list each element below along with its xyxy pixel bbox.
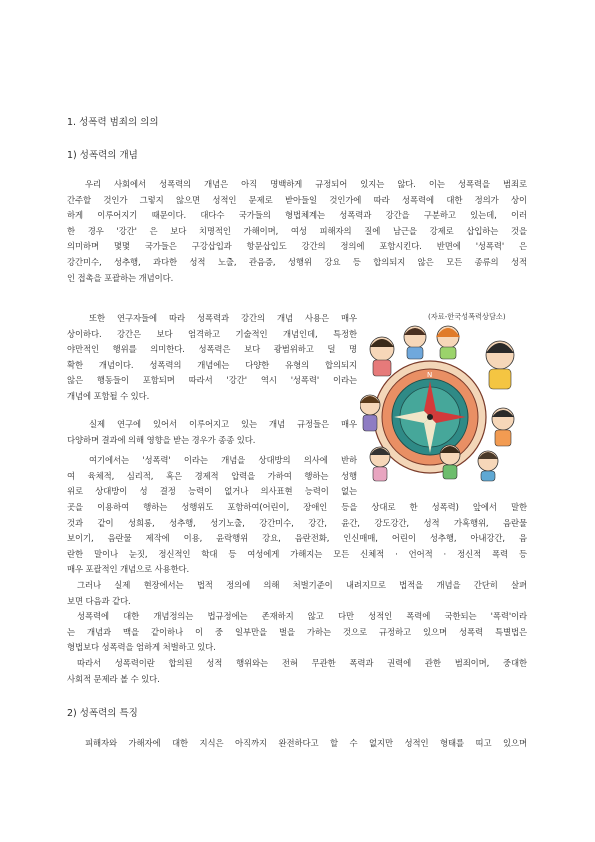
subsection-title-characteristics: 2) 성폭력의 특징: [67, 708, 138, 719]
text-line: 위로 상대방이 성 결정 능력이 없거나 의사표현 능력이 없는: [67, 486, 357, 497]
text-line: 란한 말이나 눈짓, 정신적인 학대 등 여성에게 가해지는 모든 신체적 · 언어적 · 정신적 폭력 등: [67, 548, 527, 559]
text-line: 강간미수, 성추행, 과다한 성적 노출, 관음증, 성행위 강요 등 합의되지 않은 모든 종류의 성적: [67, 256, 527, 267]
text-line: 인 접촉을 포괄하는 개념이다.: [67, 272, 174, 283]
text-line: 피해자와 가해자에 대한 지식은 아직까지 완전하다고 할 수 없지만 성적인 형태를 띠고 있으며: [85, 738, 527, 748]
text-line: 다양하며 결과에 의해 영향을 받는 경우가 종종 있다.: [67, 434, 256, 445]
paragraph-7: [67, 656, 527, 687]
text-line: 실제 연구에 있어서 이루어지고 있는 개념 규정들은 매우: [89, 419, 357, 429]
paragraph-2: [67, 311, 357, 405]
compass-people-illustration: [360, 307, 530, 482]
text-line: 않은 행동들이 포함되며 따라서 '강간' 역시 '성폭력' 이라는: [67, 375, 357, 386]
text-line: 매우 포괄적인 개념으로 사용한다.: [67, 564, 190, 575]
text-line: 야만적인 행위를 의미한다. 성폭력은 보다 광범위하고 덜 명: [67, 344, 357, 355]
paragraph-8: [67, 736, 527, 752]
section-heading: 1. 성폭력 범죄의 의의: [67, 117, 159, 128]
paragraph-5: [67, 578, 527, 609]
text-line: 사회적 문제라 볼 수 있다.: [67, 673, 160, 684]
text-line: 보면 다음과 같다.: [67, 595, 131, 606]
paragraph-3: [67, 417, 357, 448]
text-line: 여기에서는 '성폭력' 이라는 개념을 상대방의 의사에 반하: [89, 455, 357, 465]
text-line: 성폭력에 대한 개념정의는 법규정에는 존재하지 않고 다만 성적인 폭력에 국한되는 '폭력'이라: [77, 611, 527, 621]
svg-text:N: N: [427, 371, 433, 379]
illustration-caption: (자료-한국성폭력상담소): [428, 312, 506, 321]
text-line: 따라서 성폭력이란 합의된 성적 행위와는 전혀 무관한 폭력과 권력에 관한 범죄이며, 중대한: [77, 658, 527, 668]
text-line: 우리 사회에서 성폭력의 개념은 아직 명백하게 규정되어 있지는 않다. 이는 성폭력을 범죄로: [85, 179, 527, 189]
text-line: 또한 연구자들에 따라 성폭력과 강간의 개념 사용은 매우: [89, 313, 357, 323]
text-line: 것과 같이 성희롱, 성추행, 성기노출, 강간미수, 강간, 윤간, 강도강간, 성적 가혹행위, 음란물: [67, 517, 527, 528]
text-line: 그러나 실제 현장에서는 법적 정의에 의해 처벌기준이 내려지므로 법적을 개념을 간단히 살펴: [77, 580, 527, 590]
paragraph-1: [67, 177, 527, 286]
text-line: 형법보다 성폭력을 엄하게 처벌하고 있다.: [67, 642, 216, 653]
text-line: 여 육체적, 심리적, 혹은 경제적 압력을 가하여 행하는 성행: [67, 470, 357, 481]
text-line: 확한 개념이다. 성폭력의 개념에는 다양한 유형의 합의되지: [67, 359, 357, 370]
text-line: 개념에 포함될 수 있다.: [67, 390, 150, 401]
subsection-title-concept: 1) 성폭력의 개념: [67, 150, 138, 161]
text-line: 곳을 이용하여 행하는 성행위도 포함하여(어린이, 장애인 등을 상대로 한 성폭력) 앞에서 말한: [67, 502, 527, 512]
text-line: 는 개념과 맥을 같이하나 이 중 일부만을 벌을 가하는 것으로 규정하고 있으며 성폭력 특별법은: [67, 626, 527, 637]
paragraph-4-narrow: [67, 453, 357, 500]
paragraph-4-wide: [67, 500, 527, 578]
paragraph-6: [67, 609, 527, 656]
text-line: 간주할 것인가 그렇지 않으면 성적인 문제로 받아들일 것인가에 따라 성폭력에 대한 정의가 상이: [67, 194, 527, 205]
text-line: 보이기, 음란물 제작에 이용, 윤락행위 강요, 음란전화, 인신매매, 어린이 성추행, 아내강간, 음: [67, 533, 527, 544]
text-line: 상이하다. 강간은 보다 엄격하고 기술적인 개념인데, 특정한: [67, 328, 357, 339]
text-line: 한 경우 '강간' 은 보다 치명적인 가해이며, 여성 피해자의 질에 남근을 강제로 삽입하는 것을: [67, 225, 527, 236]
text-line: 의미하며 몇몇 국가들은 구강삽입과 항문삽입도 강간의 정의에 포함시킨다. 반면에 '성폭력' 은: [67, 241, 527, 252]
text-line: 하게 이루어지기 때문이다. 대다수 국가들의 형법체계는 성폭력과 강간을 구분하고 있는데, 이러: [67, 210, 527, 221]
